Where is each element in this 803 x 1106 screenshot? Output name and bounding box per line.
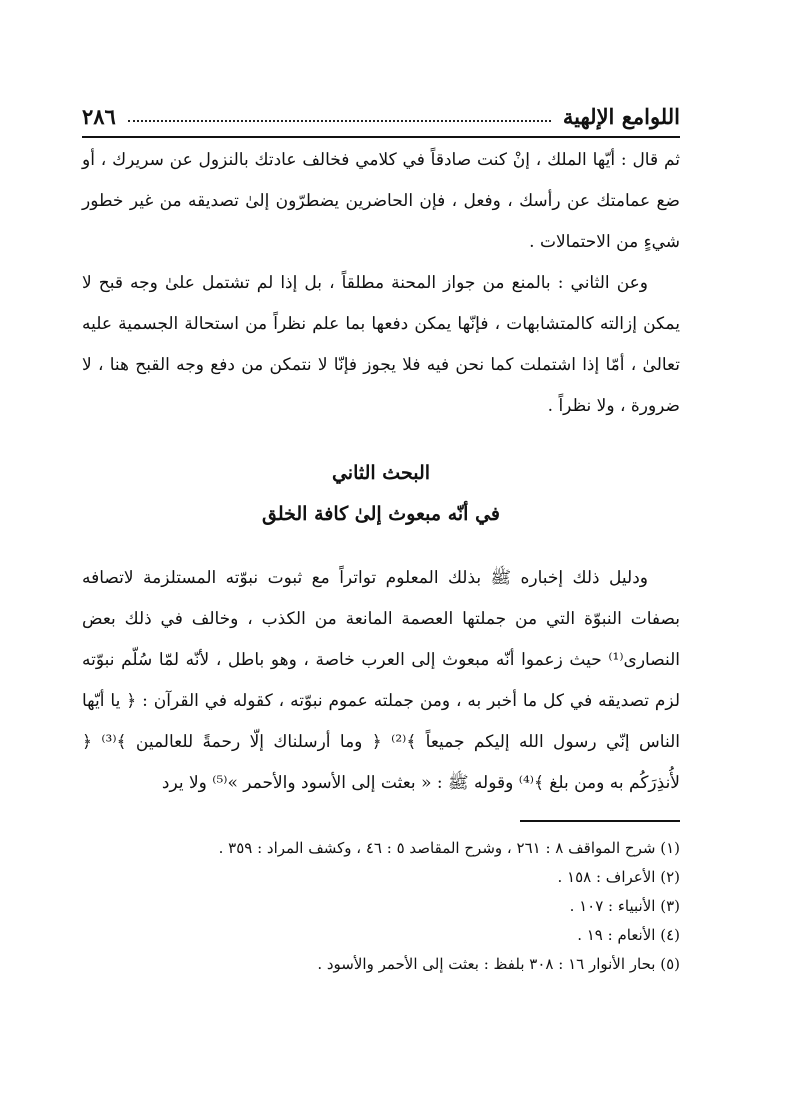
- paragraph-2-text: وعن الثاني : بالمنع من جواز المحنة مطلقاً ، بل إذا لم تشتمل علىٰ وجه قبح لا يمكن إزالته كالمتشابهات ، فإنّها يمكن دفعها بما علم نظراً من استحالة الجسمية عليه تعالىٰ ، أمّا إذا اشتملت كما نحن فيه فلا يجوز فإنّا لا نتمكن من دفع وجه القبح هنا ، لا ضرورة ، ولا نظراً .: [82, 273, 680, 416]
- paragraph-2: [82, 263, 680, 427]
- paragraph-3-text: ودليل ذلك إخباره ﷺ بذلك المعلوم تواتراً مع ثبوت نبوّته المستلزمة لاتصافه بصفات النبوّة التي من جملتها العصمة المانعة من الكذب ، وخالف في ذلك بعض النصارى⁽¹⁾ حيث زعموا أنّه مبعوث إلى العرب خاصة ، وهو باطل ، لأنّه لمّا سُلّم نبوّته لزم تصديقه في كل ما أخبر به ، ومن جملته عموم نبوّته ، كقوله في القرآن : ﴿ يا أيّها الناس إنّي رسول الله إليكم جميعاً ﴾⁽²⁾ ﴿ وما أرسلناك إلّا رحمةً للعالمين ﴾⁽³⁾ ﴿ لأُنذِرَكُم به ومن بلغ ﴾⁽⁴⁾ وقوله ﷺ : « بعثت إلى الأسود والأحمر »⁽⁵⁾ ولا يرد: [82, 568, 680, 793]
- paragraph-1: [82, 140, 680, 263]
- paragraph-3: [82, 558, 680, 804]
- header-leader-dots: [128, 110, 551, 122]
- running-header: [82, 96, 680, 138]
- header-title: اللوامع الإلهية: [562, 103, 680, 129]
- footnote-3: (٣) الأنبياء : ١٠٧ .: [569, 897, 680, 915]
- section-subtitle: في أنّه مبعوث إلىٰ كافة الخلق: [261, 503, 500, 525]
- footnotes: [82, 834, 680, 979]
- section-title: البحث الثاني: [331, 462, 431, 484]
- footnote-separator: [520, 820, 680, 822]
- footnote-2: (٢) الأعراف : ١٥٨ .: [557, 868, 680, 886]
- footnote-5: (٥) بحار الأنوار ١٦ : ٣٠٨ بلفظ : بعثت إلى الأحمر والأسود .: [317, 955, 680, 973]
- footnote-1: (١) شرح المواقف ٨ : ٢٦١ ، وشرح المقاصد ٥ : ٤٦ ، وكشف المراد : ٣٥٩ .: [218, 839, 680, 857]
- paragraph-1-text: ثم قال : أيّها الملك ، إنْ كنت صادقاً في كلامي فخالف عادتك بالنزول عن سريرك ، أو ضع عمامتك عن رأسك ، وفعل ، فإن الحاضرين يضطرّون إلىٰ تصديقه من غير خطور شيءٍ من الاحتمالات .: [82, 150, 680, 252]
- footnote-4: (٤) الأنعام : ١٩ .: [577, 926, 680, 944]
- page-number: ٢٨٦: [82, 103, 116, 129]
